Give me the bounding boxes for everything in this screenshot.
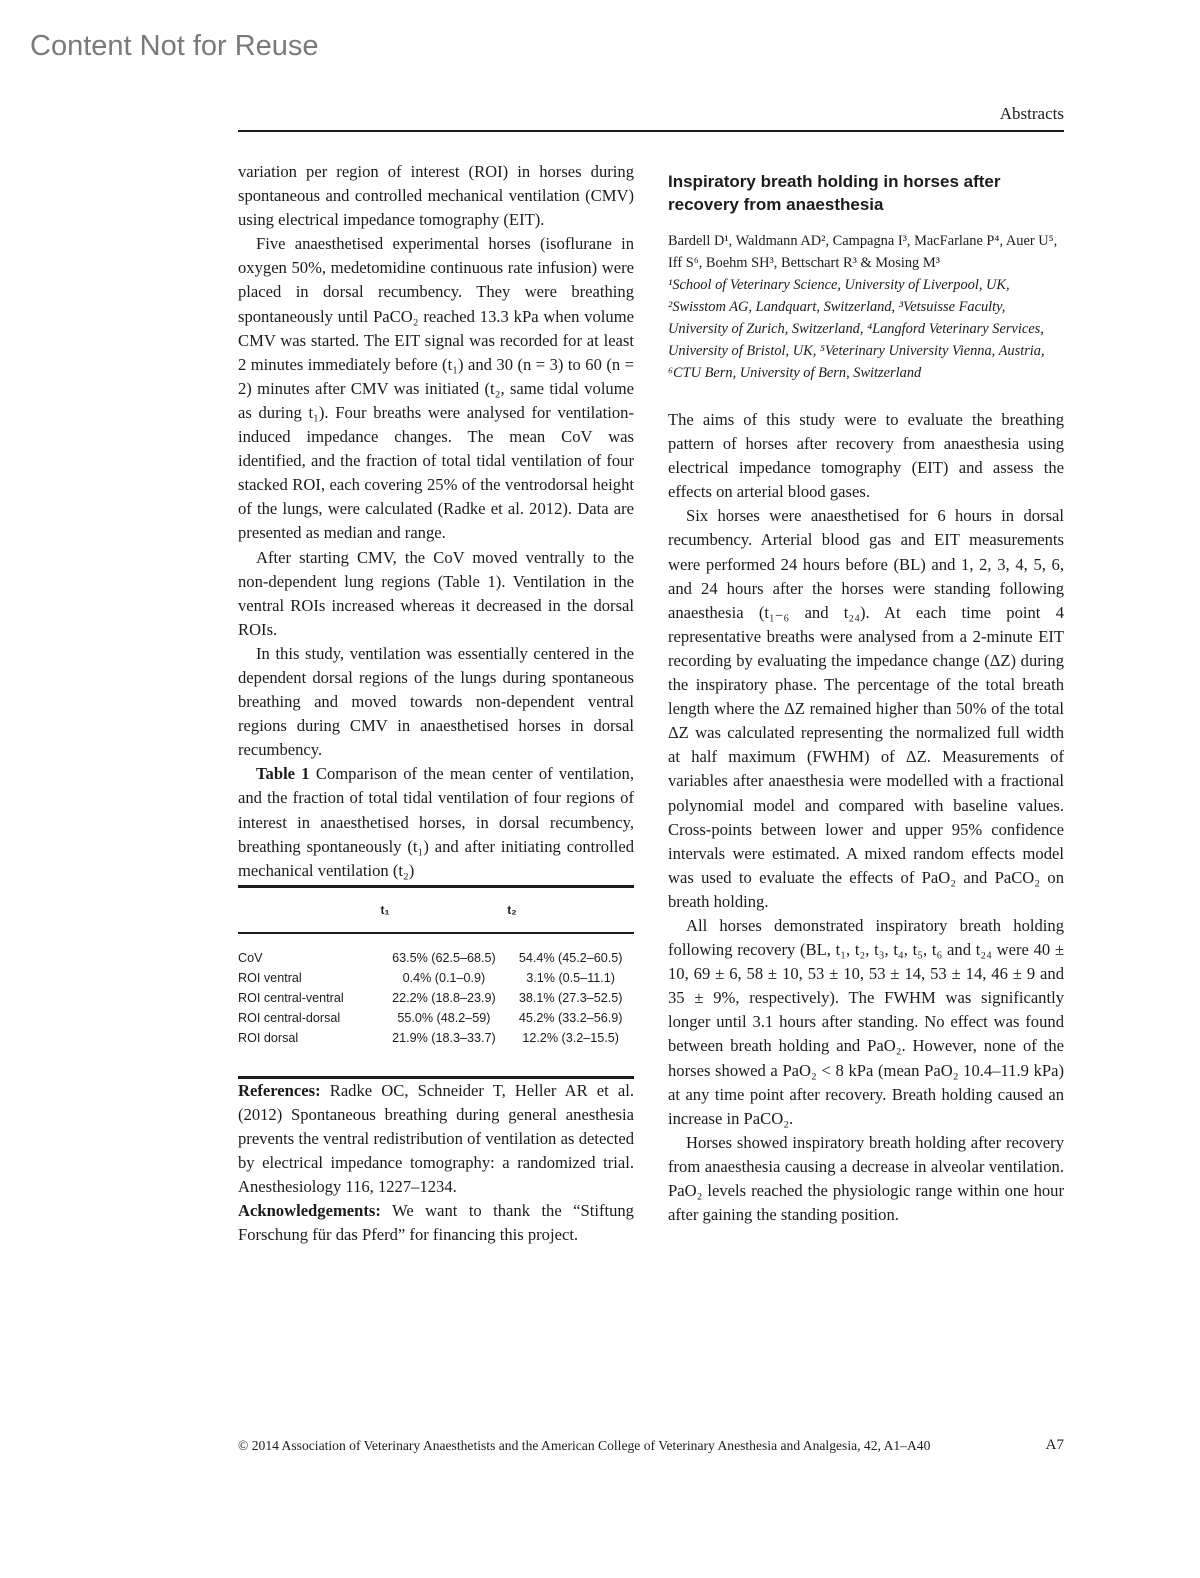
- table-cell: 0.4% (0.1–0.9): [402, 970, 486, 985]
- right-column: [668, 160, 1064, 1227]
- references-text: Radke OC, Schneider T, Heller AR et al. (2012) Spontaneous breathing during general anesthesia prevents the ventral redistribution of ventilation as detected by electrical impedance tomography: a randomized trial. Anesthesiology 116, 1227–1234.: [238, 1080, 634, 1197]
- paragraph: After starting CMV, the CoV moved ventrally to the non-dependent lung regions (Table 1). Ventilation in the ventral ROIs increased whereas it decreased in the dorsal ROIs.: [238, 547, 634, 639]
- table-row: [238, 968, 634, 988]
- table-caption: [238, 762, 634, 882]
- watermark: Content Not for Reuse: [30, 30, 319, 62]
- author-list: Bardell D¹, Waldmann AD², Campagna I³, MacFarlane P⁴, Auer U⁵, Iff S⁶, Boehm SH³, Bettschart R³ & Mosing M³: [668, 233, 1058, 271]
- running-head: Abstracts: [999, 104, 1064, 123]
- paragraph: Five anaesthetised experimental horses (isoflurane in oxygen 50%, medetomidine continuous rate infusion) were placed in dorsal recumbency. They were breathing spontaneously until PaCO₂ reached 13.3 kPa when volume CMV was started. The EIT signal was recorded for at least 2 minutes immediately before (t₁) and 30 (n = 3) to 60 (n = 2) minutes after CMV was initiated (t₂, same tidal volume as during t₁). Four breaths were analysed for ventilation-induced impedance changes. The mean CoV was identified, and the fraction of total tidal ventilation of four stacked ROI, each covering 25% of the ventrodorsal height of the lungs, were calculated (Radke et al. 2012). Data are presented as median and range.: [238, 234, 634, 543]
- table-cell: 38.1% (27.3–52.5): [518, 990, 623, 1005]
- table-cell: 55.0% (48.2–59): [397, 1010, 491, 1025]
- acknowledgements-label: Acknowledgements:: [238, 1201, 381, 1221]
- header-rule: [238, 130, 1064, 132]
- page-number: A7: [1045, 1437, 1064, 1453]
- table-header: [238, 886, 381, 933]
- table-cell: ROI central-ventral: [238, 990, 344, 1005]
- table-cell: 63.5% (62.5–68.5): [392, 950, 496, 965]
- references: [238, 1079, 634, 1199]
- paragraph: All horses demonstrated inspiratory breath holding following recovery (BL, t₁, t₂, t₃, t₄, t₅, t₆ and t₂₄ were 40 ± 10, 69 ± 6, 58 ± 10, 53 ± 10, 53 ± 14, 53 ± 14, 46 ± 9 and 35 ± 9%, respectively). The FWHM was significantly longer until 3.1 hours after standing. No effect was found between breath holding and PaO₂. However, none of the horses showed a PaO₂ < 8 kPa (mean PaO₂ 10.4–11.9 kPa) at any time point after recovery. Breath holding caused an increase in PaCO₂.: [668, 915, 1064, 1128]
- paragraph: Six horses were anaesthetised for 6 hours in dorsal recumbency. Arterial blood gas and EIT measurements were performed 24 hours before (BL) and 1, 2, 3, 4, 5, 6, and 24 hours after the horses were standing following anaesthesia (t₁₋₆ and t₂₄). At each time point 4 representative breaths were analysed from a 2-minute EIT recording by evaluating the impedance change (ΔZ) during the inspiratory phase. The percentage of the total breath length where the ΔZ remained higher than 50% of the total ΔZ was calculated representing the normalized full width at half maximum (FWHM) of ΔZ. Measurements of variables after anaesthesia were modelled with a fractional polynomial model and compared with baseline values. Cross-points between lower and upper 95% confidence intervals were estimated. A mixed random effects model was used to evaluate the effects of PaO₂ and PaCO₂ on breath holding.: [668, 506, 1064, 911]
- references-label: References:: [238, 1080, 321, 1100]
- article-title: Inspiratory breath holding in horses after recovery from anaesthesia: [668, 172, 1001, 214]
- paragraph: The aims of this study were to evaluate the breathing pattern of horses after recovery from anaesthesia using electrical impedance tomography (EIT) and assess the effects on arterial blood gases.: [668, 410, 1064, 502]
- affiliations: ¹School of Veterinary Science, University of Liverpool, UK, ²Swisstom AG, Landquart, Switzerland, ³Vetsuisse Faculty, University of Zurich, Switzerland, ⁴Langford Veterinary Services, University of Bristol, UK, ⁵Veterinary University Vienna, Austria, ⁶CTU Bern, University of Bern, Switzerland: [668, 277, 1045, 381]
- table-cell: CoV: [238, 950, 263, 965]
- table-row: [238, 988, 634, 1008]
- table-row: [238, 933, 634, 968]
- table-row: [238, 1028, 634, 1078]
- table-cell: 45.2% (33.2–56.9): [518, 1010, 623, 1025]
- table-cell: 54.4% (45.2–60.5): [518, 950, 623, 965]
- table-cell: ROI dorsal: [238, 1028, 381, 1078]
- table-row: [238, 1008, 634, 1028]
- results-table-container: [238, 885, 634, 1079]
- acknowledgements: [238, 1199, 634, 1247]
- page-footer: [238, 1438, 1064, 1454]
- table-cell: ROI ventral: [238, 970, 302, 985]
- table-cell: 12.2% (3.2–15.5): [507, 1028, 634, 1078]
- results-table: [238, 885, 634, 1079]
- table-cell: 21.9% (18.3–33.7): [381, 1028, 508, 1078]
- table-header: t₁: [381, 886, 508, 933]
- acknowledgements-text: We want to thank the “Stiftung Forschung für das Pferd” for financing this project.: [238, 1201, 634, 1245]
- paragraph: In this study, ventilation was essentially centered in the dependent dorsal regions of the lungs during spontaneous breathing and moved towards non-dependent ventral regions during CMV in anaesthetised horses in dorsal recumbency.: [238, 643, 634, 760]
- table-cell: 3.1% (0.5–11.1): [526, 970, 615, 985]
- table-caption-label: Table 1: [256, 764, 310, 784]
- table-cell: 22.2% (18.8–23.9): [392, 990, 496, 1005]
- paragraph: variation per region of interest (ROI) in horses during spontaneous and controlled mechanical ventilation (CMV) using electrical impedance tomography (EIT).: [238, 162, 634, 230]
- copyright-line: © 2014 Association of Veterinary Anaesthetists and the American College of Veterinary Anesthesia and Analgesia, 42, A1–A40: [238, 1438, 931, 1453]
- table-caption-text: Comparison of the mean center of ventilation, and the fraction of total tidal ventilation of four regions of interest in anaesthetised horses, in dorsal recumbency, breathing spontaneously (t₁) and after initiating controlled mechanical ventilation (t₂): [238, 764, 635, 880]
- table-header-row: [238, 886, 634, 933]
- left-column: [238, 160, 634, 1247]
- paragraph: Horses showed inspiratory breath holding after recovery from anaesthesia causing a decrease in alveolar ventilation. PaO₂ levels reached the physiologic range within one hour after gaining the standing position.: [668, 1132, 1064, 1225]
- table-cell: ROI central-dorsal: [238, 1010, 341, 1025]
- table-header: t₂: [507, 886, 634, 933]
